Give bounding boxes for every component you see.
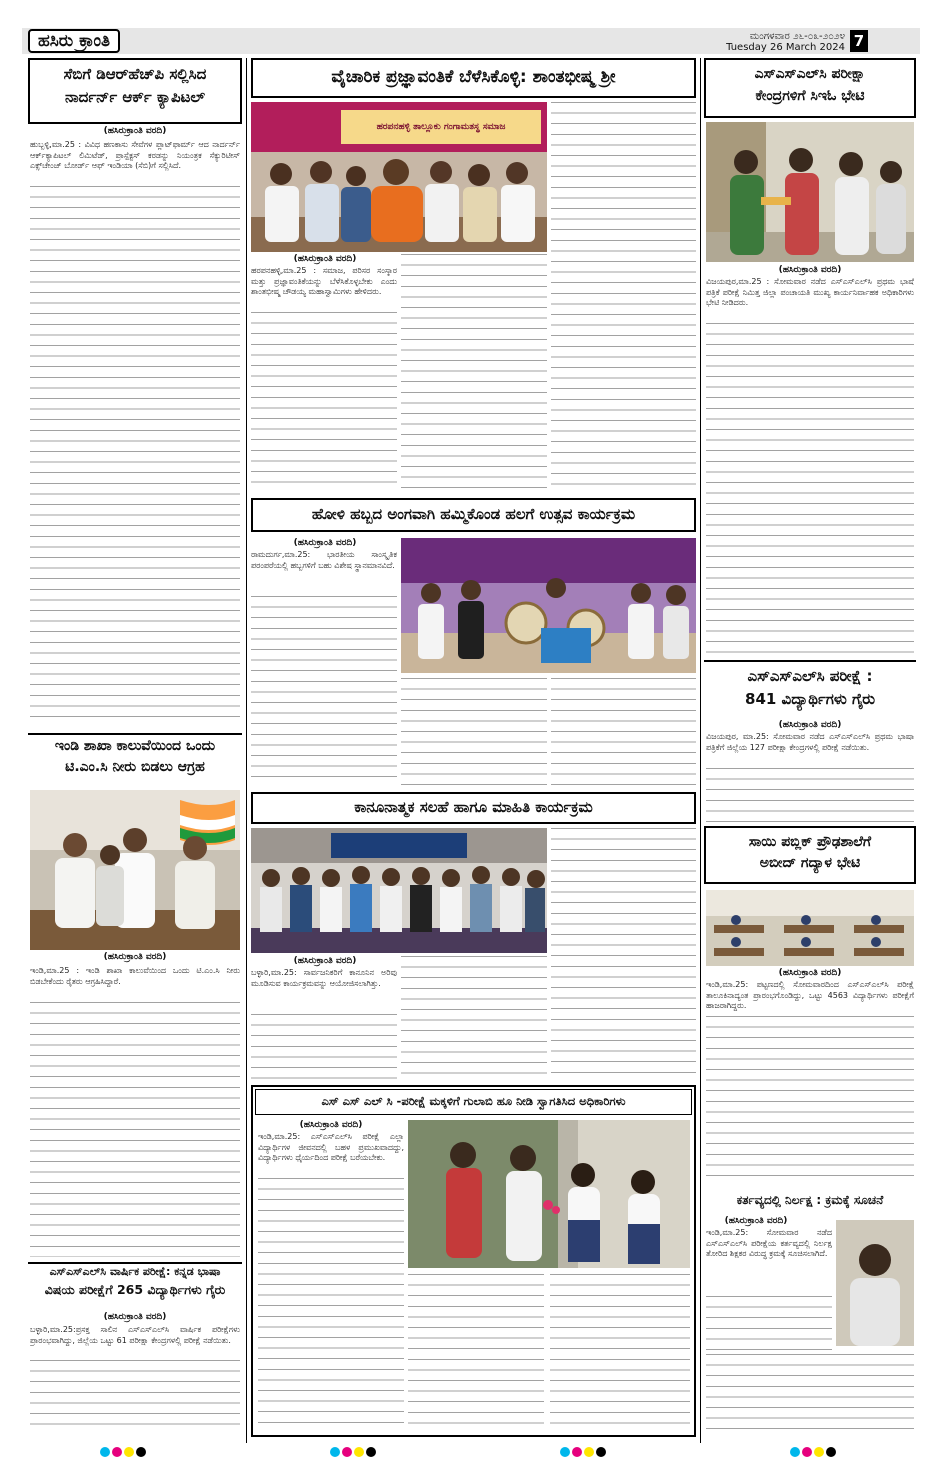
holi-headline-box bbox=[251, 498, 696, 532]
indi-body-text bbox=[30, 1002, 240, 1257]
kanoonu-body-col-2 bbox=[401, 956, 547, 1079]
gulabi-lead-text: ಇಂಡಿ,ಮಾ.25: ಎಸ್‌ಎಸ್‌ಎಲ್‌ಸಿ ಪರೀಕ್ಷೆ ಎಲ್ಲಾ ವಿದ್ಯಾರ್ಥಿಗಳ ಜೀವನದಲ್ಲಿ ಬಹಳ ಪ್ರಮುಖವಾದದ್ದು, ವಿದ್ಯಾರ್ಥಿಗಳು ಧೈರ್ಯದಿಂದ ಪರೀಕ್ಷೆ ಬರೆಯಬೇಕು. bbox=[258, 1132, 404, 1163]
sai-headline-box bbox=[704, 826, 916, 884]
column-rule bbox=[246, 58, 247, 1443]
sebi-headline-1: ಸೆಬಿಗೆ ಡಿಆರ್‌ಹೆಚ್‌ಪಿ ಸಲ್ಲಿಸಿದ bbox=[63, 65, 207, 83]
sslc-ceo-lead-text: ವಿಜಯಪುರ,ಮಾ.25 : ಸೋಮವಾರ ನಡೆದ ಎಸ್‌ಎಸ್‌ಎಲ್‌ಸಿ ಪ್ರಥಮ ಭಾಷೆ ಪತ್ರಿಕೆ ಪರೀಕ್ಷೆ ನಿಮಿತ್ತ ಜಿಲ್ಲಾ ಪಂಚಾಯತಿ ಮುಖ್ಯ ಕಾರ್ಯನಿರ್ವಾಹಕ ಅಧಿಕಾರಿಗಳು ಭೇಟಿ ನೀಡಿದರು. bbox=[706, 277, 914, 308]
gulabi-headline: ಎಸ್ ಎಸ್ ಎಲ್ ಸಿ -ಪರೀಕ್ಷೆ ಮಕ್ಕಳಿಗೆ ಗುಲಾಬಿ ಹೂ ನೀಡಿ ಸ್ವಾಗತಿಸಿದ ಅಧಿಕಾರಿಗಳು bbox=[321, 1094, 626, 1108]
cyan-dot bbox=[790, 1447, 800, 1457]
kanoonu-headline-box bbox=[251, 792, 696, 824]
sai-body-text bbox=[706, 1016, 914, 1184]
indi-meeting-image bbox=[30, 790, 240, 950]
kanoonu-lead-text: ಬಳ್ಳಾರಿ,ಮಾ.25: ಸಾರ್ವಜನಿಕರಿಗೆ ಕಾನೂನಿನ ಅರಿವು ಮೂಡಿಸುವ ಕಾರ್ಯಕ್ರಮವನ್ನು ಆಯೋಜಿಸಲಾಗಿತ್ತು. bbox=[251, 968, 397, 988]
kanoonu-photo bbox=[251, 828, 547, 953]
gulabi-welcome-image bbox=[408, 1120, 690, 1268]
column-rule bbox=[700, 58, 701, 1443]
cyan-dot bbox=[330, 1447, 340, 1457]
yellow-dot bbox=[584, 1447, 594, 1457]
sslc-ceo-body-text bbox=[706, 323, 914, 653]
divider bbox=[704, 660, 916, 662]
sslc-kannada-headline-box bbox=[28, 1266, 242, 1310]
vaicharika-body-col-3 bbox=[551, 102, 696, 492]
gulabi-photo bbox=[408, 1120, 690, 1268]
holi-body-col-1 bbox=[251, 596, 397, 786]
page-number: 7 bbox=[850, 30, 868, 52]
gulabi-headline-box bbox=[255, 1089, 692, 1115]
indi-headline-1: ಇಂಡಿ ಶಾಖಾ ಕಾಲುವೆಯಿಂದ ಒಂದು bbox=[54, 738, 216, 754]
sslc-841-body-text bbox=[706, 768, 914, 822]
sai-headline-2: ಅಬೀದ್ ಗದ್ಯಾಳ ಭೇಟಿ bbox=[759, 855, 861, 872]
kanoonu-event-image bbox=[251, 828, 547, 953]
gulabi-body-col-1 bbox=[258, 1178, 404, 1430]
sai-headline-1: ಸಾಯಿ ಪಬ್ಲಿಕ್ ಪ್ರೌಢಶಾಲೆಗೆ bbox=[748, 834, 872, 850]
sebi-headline-box bbox=[28, 58, 242, 124]
sai-photo bbox=[706, 890, 914, 966]
dateline: (ಹಸಿರುಕ್ರಾಂತಿ ವರದಿ) bbox=[299, 1120, 363, 1130]
dateline: (ಹಸಿರುಕ್ರಾಂತಿ ವರದಿ) bbox=[778, 720, 842, 730]
sslc-ceo-headline-box bbox=[704, 58, 916, 118]
black-dot bbox=[136, 1447, 146, 1457]
print-registration-dots bbox=[100, 1442, 148, 1461]
dateline: (ಹಸಿರುಕ್ರಾಂತಿ ವರದಿ) bbox=[293, 538, 357, 548]
indi-meeting-photo bbox=[30, 790, 240, 950]
sai-classroom-image bbox=[706, 890, 914, 966]
sebi-lead-text: ಹುಬ್ಬಳ್ಳಿ,ಮಾ.25 : ವಿವಿಧ ಹಣಕಾಸು ಸೇವೆಗಳ ಪ್ಲಾಟ್‌ಫಾರ್ಮ್ ಆದ ನಾರ್ದರ್ನ್ ಆರ್ಕ್‌ಕ್ಯಾಪಿಟಲ್ ಲಿಮಿಟೆಡ್, ಪ್ರಾಸ್ಪೆಕ್ಟಸ್ ಕರಡನ್ನು ನಿಯಂತ್ರಕ ಸೆಕ್ಯುರಿಟೀಸ್ ಎಕ್ಸ್‌ಚೇಂಜ್ ಬೋರ್ಡ್ ಆಫ್ ಇಂಡಿಯಾ (ಸೆಬಿ)ಗೆ ಸಲ್ಲಿಸಿದೆ. bbox=[30, 140, 240, 171]
sebi-headline-2: ನಾರ್ದರ್ನ್ ಆರ್ಕ್ ಕ್ಯಾಪಿಟಲ್ bbox=[65, 88, 205, 107]
sslc-ceo-photo bbox=[706, 122, 914, 262]
print-registration-dots bbox=[330, 1442, 378, 1461]
vaicharika-body-col-1 bbox=[251, 312, 397, 492]
dateline: (ಹಸಿರುಕ್ರಾಂತಿ ವರದಿ) bbox=[103, 1312, 167, 1322]
sslc-kannada-headline-2: ವಿಷಯ ಪರೀಕ್ಷೆಗೆ 265 ವಿದ್ಯಾರ್ಥಿಗಳು ಗೈರು bbox=[44, 1281, 226, 1297]
vaicharika-photo-banner: ಹರಪನಹಳ್ಳಿ ತಾಲ್ಲೂಕು ಗಂಗಾಮತಸ್ಥ ಸಮಾಜ bbox=[376, 122, 506, 132]
black-dot bbox=[826, 1447, 836, 1457]
kanoonu-body-col-3 bbox=[551, 828, 696, 1079]
yellow-dot bbox=[354, 1447, 364, 1457]
sslc-kannada-headline-1: ಎಸ್‌ಎಸ್‌ಎಲ್‌ಸಿ ವಾರ್ಷಿಕ ಪರೀಕ್ಷೆ: ಕನ್ನಡ ಭಾಷಾ bbox=[49, 1265, 221, 1278]
holi-headline: ಹೋಳಿ ಹಬ್ಬದ ಅಂಗವಾಗಿ ಹಮ್ಮಿಕೊಂಡ ಹಲಗೆ ಉತ್ಸವ ಕಾರ್ಯಕ್ರಮ bbox=[311, 505, 636, 523]
dateline: (ಹಸಿರುಕ್ರಾಂತಿ ವರದಿ) bbox=[778, 265, 842, 275]
sslc-kannada-body-text bbox=[30, 1360, 240, 1434]
kartavya-headline: ಕರ್ತವ್ಯದಲ್ಲಿ ನಿರ್ಲಕ್ಷ : ಕ್ರಮಕ್ಕೆ ಸೂಚನೆ bbox=[736, 1193, 884, 1207]
kanoonu-body-col-1 bbox=[251, 1014, 397, 1079]
sslc-kannada-lead-text: ಬಳ್ಳಾರಿ,ಮಾ.25:ಪ್ರಸಕ್ತ ಸಾಲಿನ ಎಸ್‌ಎಸ್‌ಎಲ್‌ಸಿ ವಾರ್ಷಿಕ ಪರೀಕ್ಷೆಗಳು ಪ್ರಾರಂಭವಾಗಿದ್ದು, ಜಿಲ್ಲೆಯ ಒಟ್ಟು 61 ಪರೀಕ್ಷಾ ಕೇಂದ್ರಗಳಲ್ಲಿ ಪರೀಕ್ಷೆ ನಡೆಯಿತು. bbox=[30, 1325, 240, 1345]
print-registration-dots bbox=[560, 1442, 608, 1461]
cyan-dot bbox=[100, 1447, 110, 1457]
sslc-ceo-headline-1: ಎಸ್‌ಎಸ್‌ಎಲ್‌ಸಿ ಪರೀಕ್ಷಾ bbox=[754, 66, 866, 82]
newspaper-title: ಹಸಿರು ಕ್ರಾಂತಿ bbox=[28, 29, 120, 53]
kanoonu-headline: ಕಾನೂನಾತ್ಮಕ ಸಲಹೆ ಹಾಗೂ ಮಾಹಿತಿ ಕಾರ್ಯಕ್ರಮ bbox=[354, 798, 593, 816]
divider bbox=[28, 733, 242, 735]
black-dot bbox=[596, 1447, 606, 1457]
black-dot bbox=[366, 1447, 376, 1457]
yellow-dot bbox=[124, 1447, 134, 1457]
dateline: (ಹಸಿರುಕ್ರಾಂತಿ ವರದಿ) bbox=[293, 254, 357, 264]
kartavya-body-col-narrow bbox=[706, 1296, 832, 1350]
holi-lead-text: ರಾಮದುರ್ಗ,ಮಾ.25: ಭಾರತೀಯ ಸಾಂಸ್ಕೃತಿಕ ಪರಂಪರೆಯಲ್ಲಿ ಹಬ್ಬಗಳಿಗೆ ಬಹು ವಿಶೇಷ ಸ್ಥಾನಮಾನವಿದೆ. bbox=[251, 550, 397, 570]
dateline: (ಹಸಿರುಕ್ರಾಂತಿ ವರದಿ) bbox=[103, 126, 167, 136]
cyan-dot bbox=[560, 1447, 570, 1457]
vaicharika-lead-text: ಹರಪನಹಳ್ಳಿ,ಮಾ.25 : ಸಮಾಜ, ಪರಿಸರ ಸಂಸ್ಕಾರ ಮತ್ತು ಪ್ರಜ್ಞಾವಂತಿಕೆಯನ್ನು ಬೆಳೆಸಿಕೊಳ್ಳಬೇಕು ಎಂದು ಶಾಂತಭೀಷ್ಮ ಚೌಡಯ್ಯ ಮಹಾಸ್ವಾಮಿಗಳು ಹೇಳಿದರು. bbox=[251, 266, 397, 297]
kartavya-photo bbox=[836, 1220, 914, 1346]
magenta-dot bbox=[802, 1447, 812, 1457]
yellow-dot bbox=[814, 1447, 824, 1457]
magenta-dot bbox=[112, 1447, 122, 1457]
indi-headline-box bbox=[28, 738, 242, 788]
sslc-ceo-visit-image bbox=[706, 122, 914, 262]
vaicharika-headline-box bbox=[251, 58, 696, 98]
magenta-dot bbox=[572, 1447, 582, 1457]
sebi-body-text bbox=[30, 186, 240, 726]
vaicharika-headline: ವೈಚಾರಿಕ ಪ್ರಜ್ಞಾವಂತಿಕೆ ಬೆಳೆಸಿಕೊಳ್ಳಿ: ಶಾಂತಭೀಷ್ಮ ಶ್ರೀ bbox=[331, 67, 616, 87]
kartavya-headline-box bbox=[704, 1190, 916, 1214]
issue-date bbox=[726, 31, 845, 53]
vaicharika-body-col-2 bbox=[401, 254, 547, 492]
sai-lead-text: ಇಂಡಿ,ಮಾ.25: ಪಟ್ಟಣದಲ್ಲಿ ಸೋಮವಾರದಿಂದ ಎಸ್‌ಎಸ್‌ಎಲ್‌ಸಿ ಪರೀಕ್ಷೆ ತಾಲೂಕಿನಾದ್ಯಂತ ಪ್ರಾರಂಭಗೊಂಡಿದ್ದು, ಒಟ್ಟು 4563 ವಿದ್ಯಾರ್ಥಿಗಳು ಪರೀಕ್ಷೆಗೆ ಹಾಜರಾಗಿದ್ದರು. bbox=[706, 980, 914, 1011]
gulabi-body-col-2 bbox=[408, 1274, 544, 1430]
issue-date-english: Tuesday 26 March 2024 bbox=[726, 42, 845, 53]
indi-lead-text: ಇಂಡಿ,ಮಾ.25 : ಇಂಡಿ ಶಾಖಾ ಕಾಲುವೆಯಿಂದ ಒಂದು ಟಿ.ಎಂ.ಸಿ ನೀರು ಬಿಡಬೇಕೆಂದು ರೈತರು ಆಗ್ರಹಿಸಿದ್ದಾರೆ. bbox=[30, 966, 240, 986]
kartavya-body-text bbox=[706, 1354, 914, 1434]
holi-body-col-3 bbox=[551, 678, 696, 786]
kartavya-portrait-image bbox=[836, 1220, 914, 1346]
dateline: (ಹಸಿರುಕ್ರಾಂತಿ ವರದಿ) bbox=[778, 968, 842, 978]
kartavya-lead-text: ಇಂಡಿ,ಮಾ.25: ಸೋಮವಾರ ನಡೆದ ಎಸ್‌ಎಸ್‌ಎಲ್‌ಸಿ ಪರೀಕ್ಷೆಯ ಕರ್ತವ್ಯದಲ್ಲಿ ನಿರ್ಲಕ್ಷ ತೋರಿದ ಶಿಕ್ಷಕರ ವಿರುದ್ಧ ಕ್ರಮಕ್ಕೆ ಸೂಚಿಸಲಾಗಿದೆ. bbox=[706, 1228, 832, 1259]
dateline: (ಹಸಿರುಕ್ರಾಂತಿ ವರದಿ) bbox=[724, 1216, 788, 1226]
dateline: (ಹಸಿರುಕ್ರಾಂತಿ ವರದಿ) bbox=[103, 952, 167, 962]
divider bbox=[28, 1262, 242, 1264]
issue-date-kannada: ಮಂಗಳವಾರ ೨೬-೦೩-೨೦೨೪ bbox=[749, 31, 845, 42]
holi-photo bbox=[401, 538, 696, 673]
sslc-ceo-headline-2: ಕೇಂದ್ರಗಳಿಗೆ ಸಿಇಓ ಭೇಟಿ bbox=[755, 88, 865, 105]
sslc-841-lead-text: ವಿಜಯಪುರ, ಮಾ.25: ಸೋಮವಾರ ನಡೆದ ಎಸ್‌ಎಸ್‌ಎಲ್‌ಸಿ ಪ್ರಥಮ ಭಾಷಾ ಪತ್ರಿಕೆಗೆ ಜಿಲ್ಲೆಯ 127 ಪರೀಕ್ಷಾ ಕೇಂದ್ರಗಳಲ್ಲಿ ಪರೀಕ್ಷೆ ನಡೆಯಿತು. bbox=[706, 732, 914, 752]
dateline: (ಹಸಿರುಕ್ರಾಂತಿ ವರದಿ) bbox=[293, 956, 357, 966]
gulabi-body-col-3 bbox=[550, 1274, 690, 1430]
indi-headline-2: ಟಿ.ಎಂ.ಸಿ ನೀರು ಬಿಡಲು ಆಗ್ರಹ bbox=[65, 759, 205, 776]
sslc-841-headline-1: ಎಸ್‌ಎಸ್‌ಎಲ್‌ಸಿ ಪರೀಕ್ಷೆ : bbox=[747, 667, 873, 685]
holi-body-col-2 bbox=[401, 678, 547, 786]
sslc-841-headline-box bbox=[704, 664, 916, 720]
vaicharika-photo bbox=[251, 102, 547, 252]
print-registration-dots bbox=[790, 1442, 838, 1461]
holi-event-image bbox=[401, 538, 696, 673]
sslc-841-headline-2: 841 ವಿದ್ಯಾರ್ಥಿಗಳು ಗೈರು bbox=[745, 690, 875, 709]
magenta-dot bbox=[342, 1447, 352, 1457]
